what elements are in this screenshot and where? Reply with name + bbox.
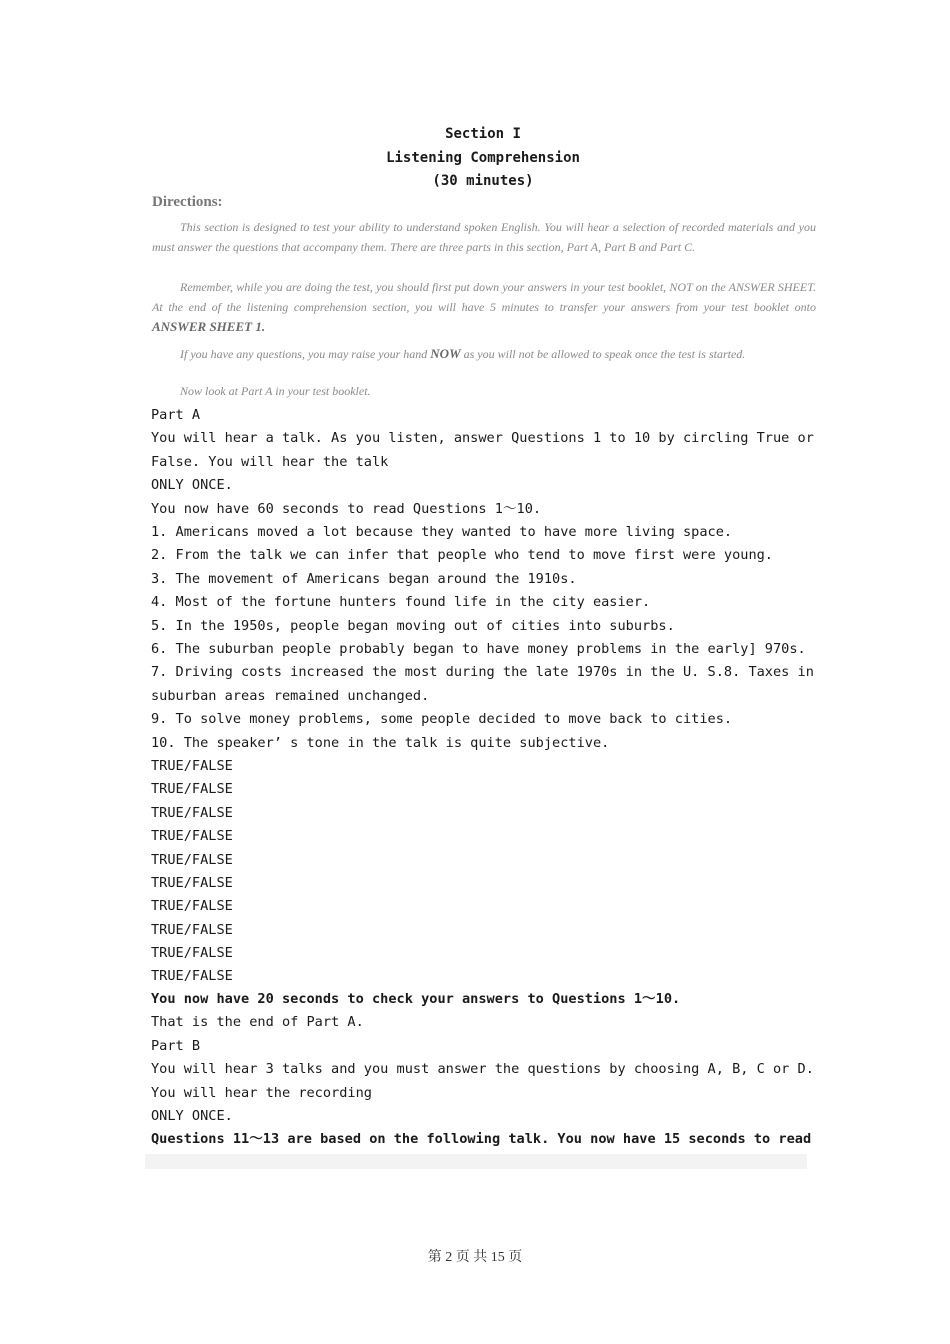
question-6: 6. The suburban people probably began to have money problems in the early] 970s. xyxy=(151,641,806,657)
part-a-read-time: You now have 60 seconds to read Questions 1～10. xyxy=(151,501,542,517)
directions-paragraph-3 xyxy=(152,344,816,365)
directions-paragraph-2 xyxy=(152,278,816,338)
directions-paragraph-3-end: as you will not be allowed to speak once the test is started. xyxy=(463,347,746,361)
question-4: 4. Most of the fortune hunters found life in the city easier. xyxy=(151,594,651,610)
answer-option-7: TRUE/FALSE xyxy=(151,898,233,914)
question-5: 5. In the 1950s, people began moving out of cities into suburbs. xyxy=(151,618,675,634)
directions-paragraph-1: This section is designed to test your ability to understand spoken English. You will hear a selection of recorded materials and you must answer the questions that accompany them. There are three parts in this section, Part A, Part B and Part C. xyxy=(152,220,816,254)
section-title: Section I xyxy=(445,126,521,142)
part-b-questions-intro: Questions 11～13 are based on the following talk. You now have 15 seconds to read xyxy=(151,1131,812,1147)
answer-option-2: TRUE/FALSE xyxy=(151,781,233,797)
answer-option-5: TRUE/FALSE xyxy=(151,852,233,868)
part-a-heading: Part A xyxy=(151,407,201,423)
part-a-instruction-2: False. You will hear the talk xyxy=(151,454,389,470)
question-3: 3. The movement of Americans began around the 1910s. xyxy=(151,571,577,587)
answer-option-3: TRUE/FALSE xyxy=(151,805,233,821)
part-b-instruction-2: You will hear the recording xyxy=(151,1085,372,1101)
part-b-instruction-3: ONLY ONCE. xyxy=(151,1108,233,1124)
question-8: suburban areas remained unchanged. xyxy=(151,688,430,704)
directions-paragraph-3-text: If you have any questions, you may raise your hand xyxy=(180,347,428,361)
part-a-end: That is the end of Part A. xyxy=(151,1014,364,1030)
directions-paragraph-4: Now look at Part A in your test booklet. xyxy=(180,384,371,398)
question-7: 7. Driving costs increased the most during the late 1970s in the U. S.8. Taxes in xyxy=(151,664,814,680)
section-time: (30 minutes) xyxy=(432,173,534,189)
page-footer: 第 2 页 共 15 页 xyxy=(427,1250,523,1265)
now-emphasis: NOW xyxy=(430,346,461,361)
answer-option-9: TRUE/FALSE xyxy=(151,945,233,961)
question-2: 2. From the talk we can infer that people who tend to move first were young. xyxy=(151,547,773,563)
question-9: 9. To solve money problems, some people decided to move back to cities. xyxy=(151,711,733,727)
answer-sheet-emphasis: ANSWER SHEET 1. xyxy=(152,319,266,334)
answer-option-8: TRUE/FALSE xyxy=(151,922,233,938)
section-subtitle: Listening Comprehension xyxy=(386,150,580,166)
part-b-heading: Part B xyxy=(151,1038,201,1054)
part-a-instruction-3: ONLY ONCE. xyxy=(151,477,233,493)
answer-option-6: TRUE/FALSE xyxy=(151,875,233,891)
answer-option-10: TRUE/FALSE xyxy=(151,968,233,984)
part-a-instruction-1: You will hear a talk. As you listen, answer Questions 1 to 10 by circling True or xyxy=(151,430,814,446)
part-a-check-time: You now have 20 seconds to check your answers to Questions 1～10. xyxy=(151,991,681,1007)
answer-option-4: TRUE/FALSE xyxy=(151,828,233,844)
part-b-instruction-1: You will hear 3 talks and you must answer the questions by choosing A, B, C or D. xyxy=(151,1061,814,1077)
answer-option-1: TRUE/FALSE xyxy=(151,758,233,774)
directions-label: Directions: xyxy=(152,194,223,210)
scan-artifact-band xyxy=(145,1154,807,1169)
question-10: 10. The speaker’ s tone in the talk is quite subjective. xyxy=(151,735,610,751)
question-1: 1. Americans moved a lot because they wanted to have more living space. xyxy=(151,524,733,540)
directions-paragraph-2-text: Remember, while you are doing the test, you should first put down your answers in your test booklet, NOT on the ANSWER SHEET. At the end of the listening comprehension section, you will have 5 minutes to transfer your answers from your test booklet onto xyxy=(152,280,816,314)
